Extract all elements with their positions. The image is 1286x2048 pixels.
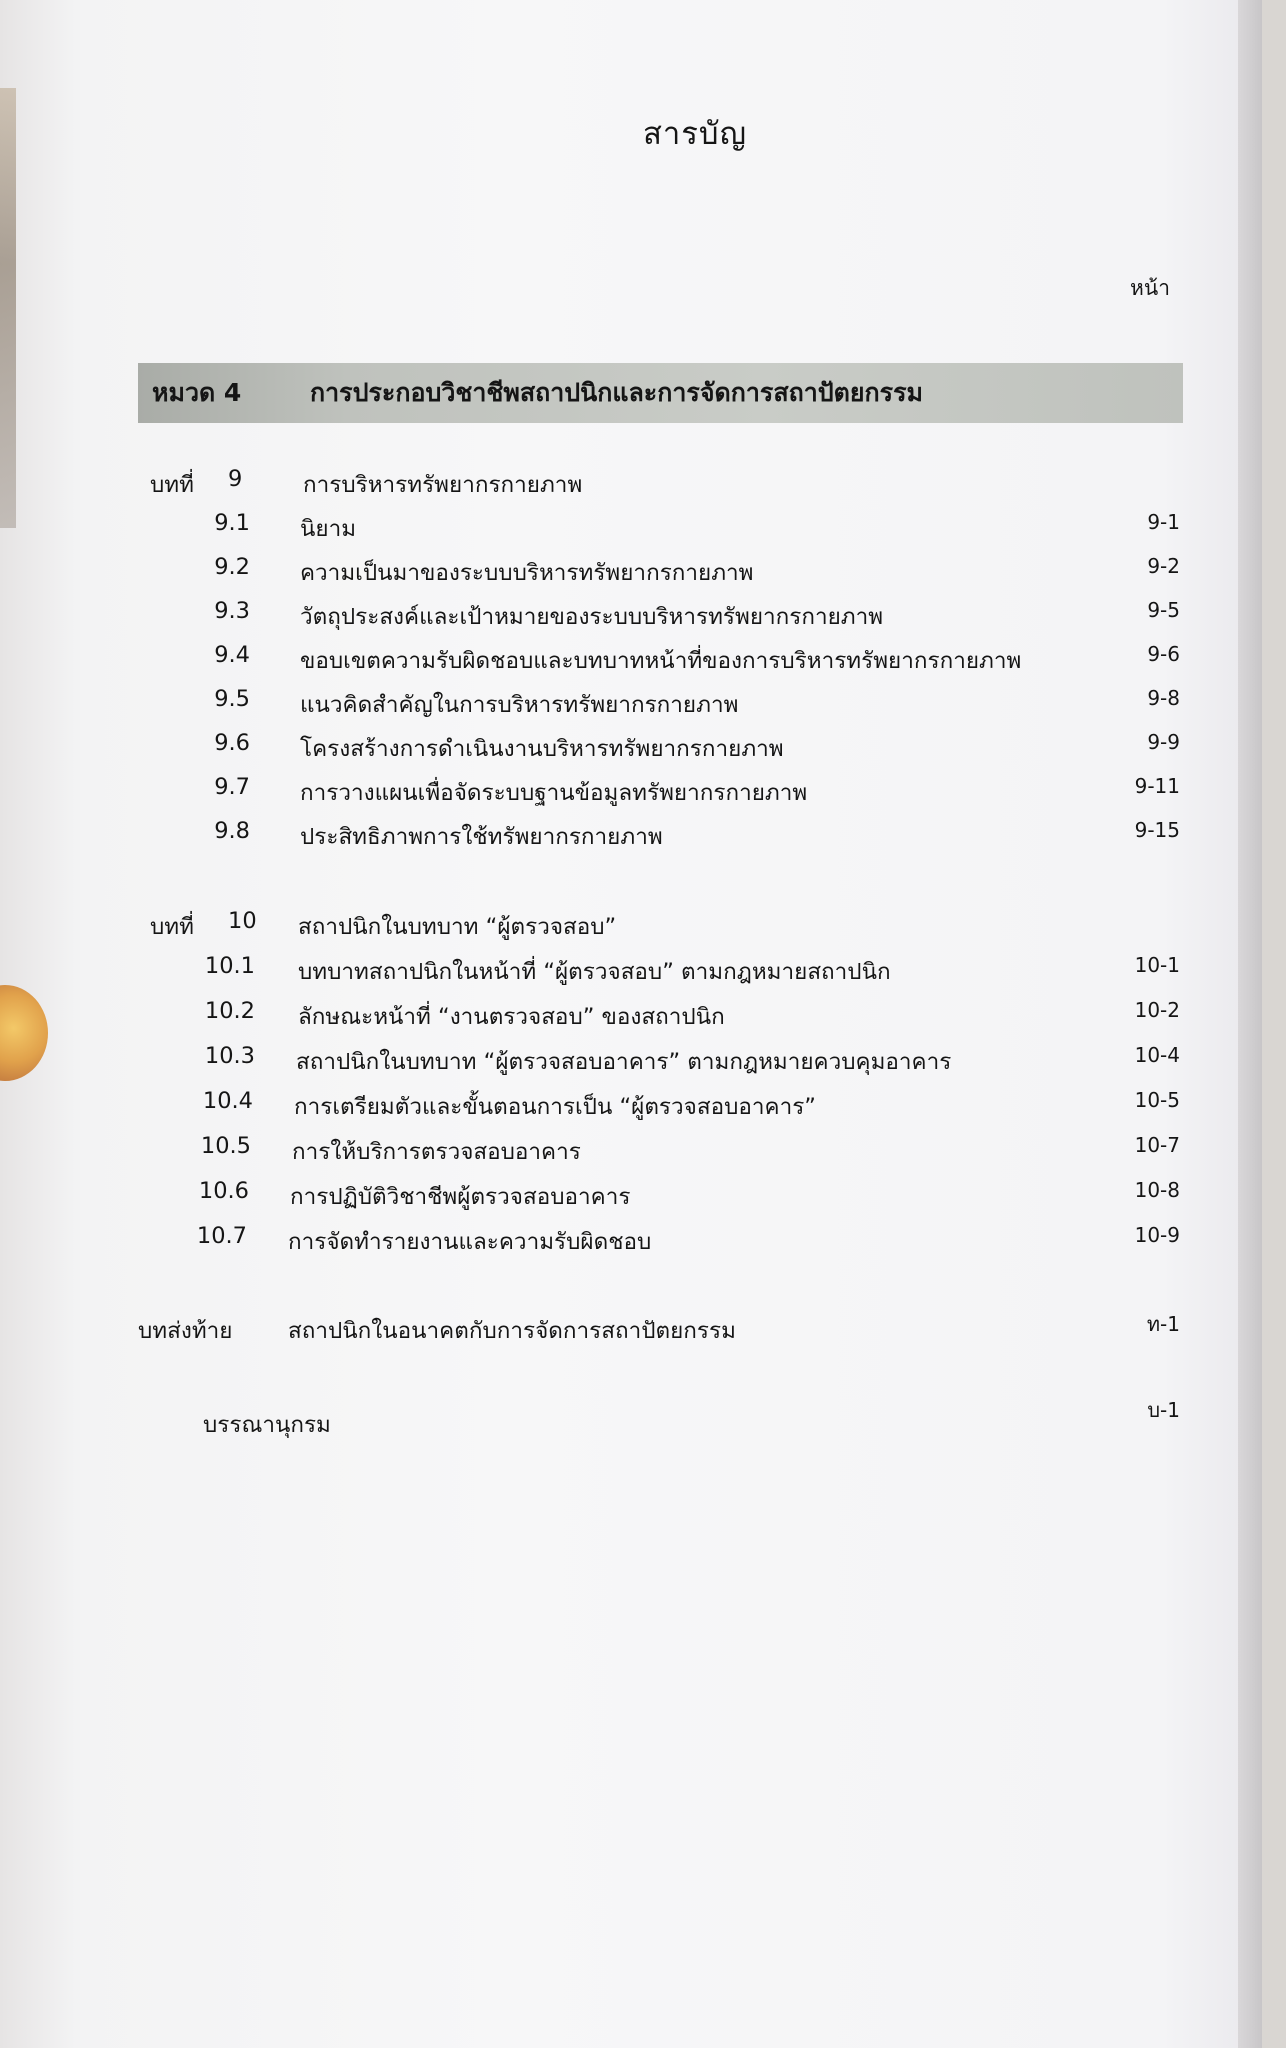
page-number: 10-2 — [1134, 998, 1180, 1022]
chapter-title: สถาปนิกในบทบาท “ผู้ตรวจสอบ” — [298, 914, 617, 940]
appendix-title: สถาปนิกในอนาคตกับการจัดการสถาปัตยกรรม — [288, 1318, 736, 1344]
section-number: 10.2 — [204, 998, 255, 1024]
section-title: การเตรียมตัวและขั้นตอนการเป็น “ผู้ตรวจสอบอาคาร” — [294, 1094, 816, 1120]
toc-entry — [0, 998, 1262, 1038]
page-number: 10-5 — [1134, 1088, 1180, 1112]
section-title: ประสิทธิภาพการใช้ทรัพยากรกายภาพ — [300, 824, 663, 850]
section-number: 9.3 — [214, 598, 250, 624]
part-label: หมวด 4 — [152, 378, 242, 407]
section-title: แนวคิดสำคัญในการบริหารทรัพยากรกายภาพ — [300, 692, 739, 718]
section-title: นิยาม — [300, 516, 357, 542]
section-title: ลักษณะหน้าที่ “งานตรวจสอบ” ของสถาปนิก — [298, 1004, 725, 1030]
section-number: 9.4 — [214, 642, 250, 668]
chapter-heading — [0, 908, 1262, 948]
section-title: การให้บริการตรวจสอบอาคาร — [292, 1139, 581, 1165]
chapter-heading — [0, 466, 1262, 506]
section-number: 9.5 — [214, 686, 250, 712]
toc-entry — [0, 953, 1262, 993]
section-title: โครงสร้างการดำเนินงานบริหารทรัพยากรกายภาพ — [300, 736, 784, 762]
page-number: 9-6 — [1147, 642, 1180, 666]
page-number: 9-5 — [1147, 598, 1180, 622]
toc-entry-appendix — [0, 1312, 1262, 1352]
page-number: 10-7 — [1134, 1133, 1180, 1157]
section-number: 10.7 — [196, 1223, 247, 1249]
page-number: 10-9 — [1134, 1223, 1180, 1247]
section-title: การจัดทำรายงานและความรับผิดชอบ — [288, 1229, 652, 1255]
page-number: บ-1 — [1147, 1398, 1180, 1422]
section-number: 9.1 — [214, 510, 250, 536]
page-number: 10-8 — [1134, 1178, 1180, 1202]
section-number: 10.3 — [204, 1043, 255, 1069]
toc-entry — [0, 730, 1262, 770]
chapter-label: บทที่ — [150, 914, 194, 940]
part-title: การประกอบวิชาชีพสถาปนิกและการจัดการสถาปัตยกรรม — [310, 378, 923, 407]
page-title: สารบัญ — [642, 116, 748, 152]
toc-entry — [0, 510, 1262, 550]
page-number: 9-2 — [1147, 554, 1180, 578]
toc-entry — [0, 1043, 1262, 1083]
page-number: ท-1 — [1146, 1312, 1180, 1336]
chapter-label: บทที่ — [150, 472, 194, 498]
section-number: 10.4 — [202, 1088, 253, 1114]
section-title: ขอบเขตความรับผิดชอบและบทบาทหน้าที่ของการบริหารทรัพยากรกายภาพ — [300, 648, 1022, 674]
page-number: 9-9 — [1147, 730, 1180, 754]
page-number: 10-1 — [1134, 953, 1180, 977]
chapter-number: 9 — [228, 466, 243, 492]
section-number: 9.8 — [214, 818, 250, 844]
toc-entry — [0, 774, 1262, 814]
section-number: 10.1 — [204, 953, 255, 979]
toc-entry — [0, 686, 1262, 726]
toc-entry — [0, 642, 1262, 682]
toc-entry — [0, 818, 1262, 858]
section-title: ความเป็นมาของระบบบริหารทรัพยากรกายภาพ — [300, 560, 754, 586]
chapter-number: 10 — [228, 908, 257, 934]
section-number: 10.6 — [198, 1178, 249, 1204]
toc-entry-bibliography — [0, 1398, 1262, 1446]
page-edge — [1238, 0, 1262, 2048]
section-number: 9.2 — [214, 554, 250, 580]
section-number: 10.5 — [200, 1133, 251, 1159]
bibliography-title: บรรณานุกรม — [203, 1412, 331, 1438]
toc-entry — [0, 1133, 1262, 1173]
section-number: 9.6 — [214, 730, 250, 756]
section-title: สถาปนิกในบทบาท “ผู้ตรวจสอบอาคาร” ตามกฎหมายควบคุมอาคาร — [296, 1049, 952, 1075]
section-title: การปฏิบัติวิชาชีพผู้ตรวจสอบอาคาร — [290, 1184, 631, 1210]
section-title: การวางแผนเพื่อจัดระบบฐานข้อมูลทรัพยากรกายภาพ — [300, 780, 808, 806]
page-number: 9-8 — [1147, 686, 1180, 710]
page-number: 9-1 — [1147, 510, 1180, 534]
section-title: บทบาทสถาปนิกในหน้าที่ “ผู้ตรวจสอบ” ตามกฎหมายสถาปนิก — [298, 959, 891, 985]
chapter-title: การบริหารทรัพยากรกายภาพ — [303, 472, 583, 498]
section-number: 9.7 — [214, 774, 250, 800]
section-title: วัตถุประสงค์และเป้าหมายของระบบบริหารทรัพยากรกายภาพ — [300, 604, 884, 630]
page-number: 10-4 — [1134, 1043, 1180, 1067]
toc-entry — [0, 1223, 1262, 1263]
appendix-label: บทส่งท้าย — [138, 1318, 233, 1344]
toc-entry — [0, 554, 1262, 594]
toc-entry — [0, 1178, 1262, 1218]
page-number: 9-11 — [1134, 774, 1180, 798]
page-number: 9-15 — [1134, 818, 1180, 842]
page-column-header: หน้า — [1130, 276, 1170, 300]
toc-entry — [0, 598, 1262, 638]
toc-entry — [0, 1088, 1262, 1128]
part-heading-bar — [138, 363, 1183, 423]
